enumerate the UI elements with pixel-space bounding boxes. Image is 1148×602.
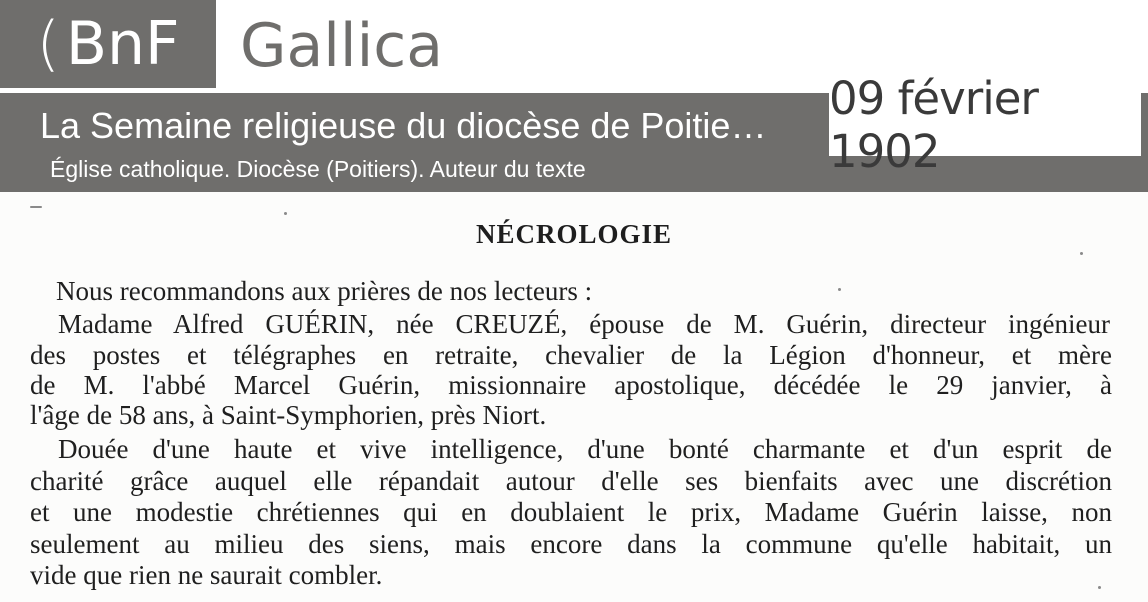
scan-speck	[30, 206, 42, 208]
scan-line: charité grâce auquel elle répandait autour d'elle ses bienfaits avec une discrétion	[30, 466, 1112, 496]
scan-line: Nous recommandons aux prières de nos lecteurs :	[56, 276, 593, 306]
scan-speck	[1080, 252, 1083, 255]
bnf-logo-bracket: (	[36, 9, 60, 79]
scan-line: Madame Alfred GUÉRIN, née CREUZÉ, épouse de M. Guérin, directeur ingénieur	[58, 309, 1110, 339]
scan-line: seulement au milieu des siens, mais encore dans la commune qu'elle habitait, un	[30, 529, 1112, 559]
scan-line: de M. l'abbé Marcel Guérin, missionnaire apostolique, décédée le 29 janvier, à	[30, 370, 1112, 400]
gallica-logo[interactable]: Gallica	[240, 11, 444, 81]
bnf-logo-text: BnF	[65, 9, 180, 79]
scan-speck	[284, 212, 287, 215]
document-title: La Semaine religieuse du diocèse de Poitie…	[40, 105, 767, 146]
scan-line: l'âge de 58 ans, à Saint-Symphorien, près Niort.	[30, 400, 547, 430]
scan-line: Douée d'une haute et vive intelligence, d'une bonté charmante et d'un esprit de	[58, 434, 1112, 464]
scan-speck	[1098, 586, 1101, 589]
scan-heading: NÉCROLOGIE	[475, 219, 673, 249]
bnf-logo[interactable]	[0, 0, 216, 88]
document-author: Église catholique. Diocèse (Poitiers). Auteur du texte	[50, 156, 586, 182]
scanned-page-image	[0, 192, 1148, 602]
scan-line: et une modestie chrétiennes qui en doublaient le prix, Madame Guérin laisse, non	[30, 497, 1112, 527]
scan-line: des postes et télégraphes en retraite, chevalier de la Légion d'honneur, et mère	[30, 340, 1112, 370]
document-date: 09 février 1902	[829, 93, 1141, 156]
scan-line: vide que rien ne saurait combler.	[30, 560, 383, 590]
scan-speck	[838, 288, 841, 291]
